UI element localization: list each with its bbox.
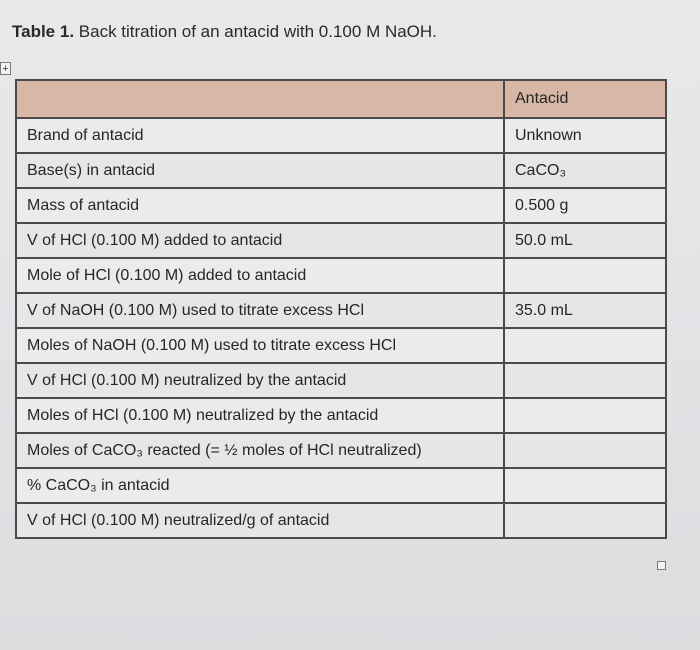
table-resize-handle-icon[interactable] [657, 561, 666, 570]
row-value-bases-text: CaCO₃ [515, 161, 566, 179]
row-value-mole-hcl-added[interactable] [504, 258, 666, 293]
header-antacid-cell[interactable] [504, 80, 666, 118]
table-row [16, 328, 666, 363]
row-label-mass[interactable]: Mass of antacid [16, 188, 504, 223]
table-row [16, 468, 666, 503]
row-value-brand[interactable] [504, 118, 666, 153]
row-value-v-hcl-neutralized[interactable] [504, 363, 666, 398]
row-label-v-hcl-per-gram[interactable]: V of HCl (0.100 M) neutralized/g of antacid [16, 503, 504, 538]
row-value-percent-caco3[interactable] [504, 468, 666, 503]
table-caption-label: Table 1. [12, 22, 75, 41]
table-row [16, 503, 666, 538]
table-move-handle-icon[interactable]: + [0, 62, 11, 75]
row-value-v-hcl-added-text: 50.0 mL [515, 231, 573, 249]
row-label-v-naoh[interactable]: V of NaOH (0.100 M) used to titrate excess HCl [16, 293, 504, 328]
table-row [16, 433, 666, 468]
table-row [16, 223, 666, 258]
row-label-percent-caco3[interactable]: % CaCO₃ in antacid [16, 468, 504, 503]
row-value-bases[interactable] [504, 153, 666, 188]
table-row [16, 258, 666, 293]
row-label-v-hcl-added[interactable]: V of HCl (0.100 M) added to antacid [16, 223, 504, 258]
row-label-mole-hcl-added[interactable]: Mole of HCl (0.100 M) added to antacid [16, 258, 504, 293]
table-row [16, 363, 666, 398]
row-value-v-naoh-text: 35.0 mL [515, 301, 573, 319]
row-value-brand-text: Unknown [515, 126, 582, 144]
table-row [16, 398, 666, 433]
titration-table [15, 79, 667, 539]
row-label-moles-naoh[interactable]: Moles of NaOH (0.100 M) used to titrate excess HCl [16, 328, 504, 363]
table-row [16, 118, 666, 153]
row-label-bases[interactable]: Base(s) in antacid [16, 153, 504, 188]
row-label-moles-hcl-neutralized[interactable]: Moles of HCl (0.100 M) neutralized by the antacid [16, 398, 504, 433]
table-row [16, 293, 666, 328]
row-label-brand[interactable]: Brand of antacid [16, 118, 504, 153]
table-header-row [16, 80, 666, 118]
row-value-v-naoh[interactable] [504, 293, 666, 328]
row-label-v-hcl-neutralized[interactable]: V of HCl (0.100 M) neutralized by the antacid [16, 363, 504, 398]
table-caption [12, 22, 437, 42]
table-caption-text: Back titration of an antacid with 0.100 M NaOH. [78, 22, 437, 41]
row-value-moles-caco3[interactable] [504, 433, 666, 468]
row-label-moles-caco3[interactable]: Moles of CaCO₃ reacted (= ½ moles of HCl neutralized) [16, 433, 504, 468]
table-row [16, 188, 666, 223]
row-value-moles-hcl-neutralized[interactable] [504, 398, 666, 433]
table-row [16, 153, 666, 188]
row-value-moles-naoh[interactable] [504, 328, 666, 363]
row-value-mass[interactable] [504, 188, 666, 223]
header-antacid-text: Antacid [515, 90, 569, 107]
row-value-mass-text: 0.500 g [515, 196, 569, 214]
row-value-v-hcl-per-gram[interactable] [504, 503, 666, 538]
header-label-cell[interactable] [16, 80, 504, 118]
row-value-v-hcl-added[interactable] [504, 223, 666, 258]
